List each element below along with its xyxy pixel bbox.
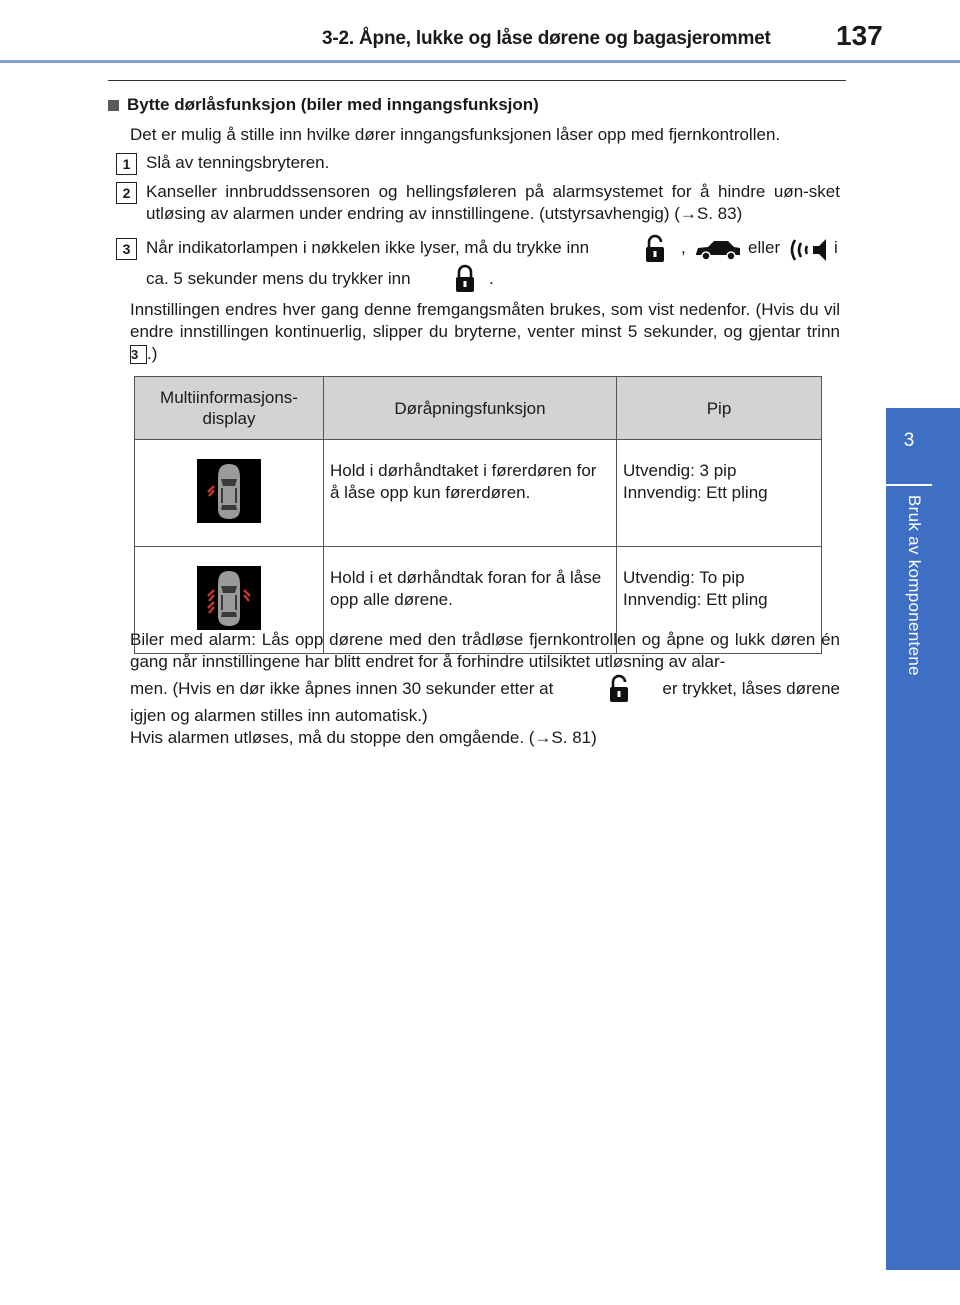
step-3-text-d: i [834, 238, 838, 257]
column-header-display: Multiinformasjons-display [135, 377, 324, 440]
section-heading-text: Bytte dørlåsfunksjon (biler med inngangsfunksjon) [127, 95, 539, 114]
column-header-function: Døråpningsfunksjon [324, 377, 617, 440]
table-header-row [135, 377, 822, 440]
page-header-title: 3-2. Åpne, lukke og låse dørene og bagasjerommet [322, 28, 771, 49]
alarm-note-line-c: igjen og alarmen stilles inn automatisk.) [130, 706, 428, 725]
step-ref-box: 3 [130, 345, 147, 364]
table-row [135, 440, 822, 547]
display-cell [135, 440, 324, 547]
step-3-text-b: , [681, 238, 686, 257]
chapter-title: Bruk av komponentene [905, 495, 924, 676]
door-function-table [134, 376, 822, 654]
alarm-note-line-b-start: men. (Hvis en dør ikke åpnes innen 30 sekunder etter at [130, 679, 554, 698]
function-cell: Hold i et dørhåndtak foran for å låse opp alle dørene. [324, 547, 617, 654]
unlock-button-icon [642, 234, 668, 264]
section-heading [108, 95, 539, 115]
settings-note-text: Innstillingen endres hver gang denne fremgangsmåten brukes, som vist nedenfor. (Hvis du vil endre innstillingen kontinuerlig, slipper du bryterne, venter minst 5 sekunder, og gjentar trinn [130, 300, 840, 341]
step-number-2: 2 [116, 182, 137, 204]
settings-note-end: .) [147, 344, 158, 363]
step-1-text: Slå av tenningsbryteren. [146, 153, 330, 172]
pip-inside: Innvendig: Ett pling [623, 590, 768, 609]
function-cell: Hold i dørhåndtaket i førerdøren for å låse opp kun førerdøren. [324, 440, 617, 547]
page-number: 137 [836, 20, 883, 51]
alarm-stop-note: Hvis alarmen utløses, må du stoppe den omgående. (→S. 81) [130, 728, 597, 747]
pip-inside: Innvendig: Ett pling [623, 483, 768, 502]
header-rule [0, 60, 960, 63]
alarm-note-line-b-end: er trykket, låses dørene [662, 679, 840, 698]
step-3-text-f: . [489, 269, 494, 288]
section-intro: Det er mulig å stille inn hvilke dører inngangsfunksjonen låser opp med fjernkontrollen. [130, 125, 781, 144]
alarm-note-line-a: Biler med alarm: Lås opp dørene med den trådløse fjernkontrollen og åpne og lukk døren én gang når innstillingene har blitt endret for å forhindre utilsiktet utløsning av alar- [130, 630, 840, 671]
unlock-button-icon [606, 674, 632, 704]
pip-outside: Utvendig: 3 pip [623, 461, 737, 480]
section-top-rule [108, 80, 846, 81]
trunk-button-icon [694, 238, 742, 262]
step-3-text-e: ca. 5 sekunder mens du trykker inn [146, 269, 411, 288]
lock-button-icon [452, 264, 478, 294]
chapter-number: 3 [903, 430, 915, 451]
chapter-divider [886, 484, 932, 486]
driver-door-unlock-display-icon [197, 459, 261, 523]
square-bullet-icon [108, 100, 119, 111]
pip-cell [617, 440, 822, 547]
step-number-1: 1 [116, 153, 137, 175]
step-2-text: Kanseller innbruddssensoren og hellingsføleren på alarmsystemet for å hindre uøn-sket utløsing av alarmen under endring av innstillingene. (utstyrsavhengig) (→S. 83) [146, 182, 840, 223]
all-doors-unlock-display-icon [197, 566, 261, 630]
panic-alarm-button-icon [788, 236, 832, 264]
step-number-3: 3 [116, 238, 137, 260]
step-3-text-c: eller [748, 238, 781, 257]
pip-outside: Utvendig: To pip [623, 568, 745, 587]
column-header-pip: Pip [617, 377, 822, 440]
settings-note [130, 299, 840, 365]
step-3-text-a: Når indikatorlampen i nøkkelen ikke lyser, må du trykke inn [146, 238, 590, 257]
